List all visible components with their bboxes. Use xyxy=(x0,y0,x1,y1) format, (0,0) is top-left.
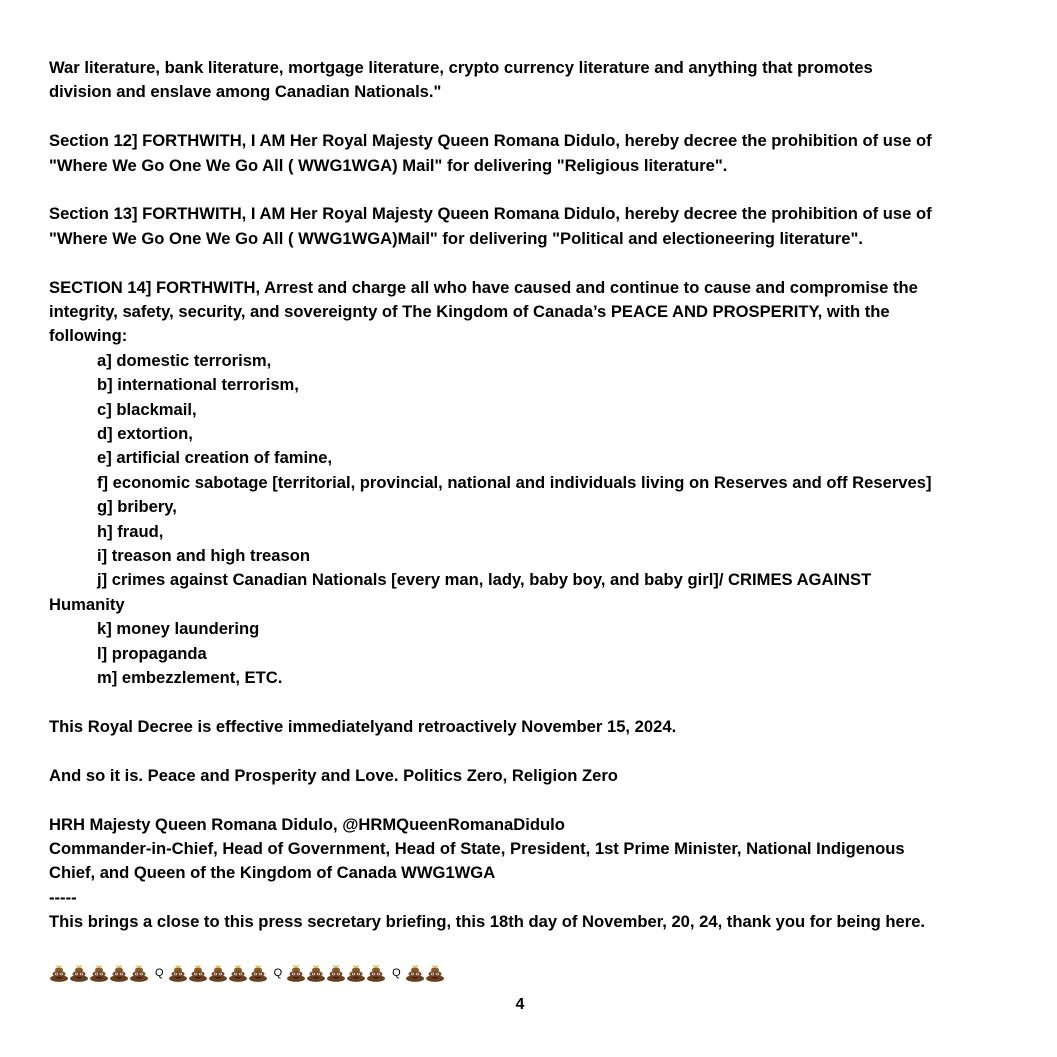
section-13-line: "Where We Go One We Go All ( WWG1WGA)Mail" for delivering "Political and electioneering literature". xyxy=(49,228,863,248)
signature-line: HRH Majesty Queen Romana Didulo, @HRMQueenRomanaDidulo xyxy=(49,814,565,834)
pile-of-poo-crowned-icon xyxy=(346,964,366,982)
closing-line: And so it is. Peace and Prosperity and Love. Politics Zero, Religion Zero xyxy=(49,765,618,785)
charge-item: l] propaganda xyxy=(97,643,207,663)
charge-item: h] fraud, xyxy=(97,521,164,541)
paragraph-line: division and enslave among Canadian Nationals." xyxy=(49,82,442,102)
effective-date: This Royal Decree is effective immediatelyand retroactively November 15, 2024. xyxy=(49,716,677,736)
pile-of-poo-crowned-icon xyxy=(188,964,208,982)
q-letter: Q xyxy=(392,966,401,979)
charge-item: g] bribery, xyxy=(97,497,177,517)
pile-of-poo-crowned-icon xyxy=(129,964,149,982)
pile-of-poo-crowned-icon xyxy=(208,964,228,982)
signature-line: Chief, and Queen of the Kingdom of Canada WWG1WGA xyxy=(49,863,496,883)
section-12-line: Section 12] FORTHWITH, I AM Her Royal Majesty Queen Romana Didulo, hereby decree the prohibition of use of xyxy=(49,131,932,151)
q-letter: Q xyxy=(273,966,283,979)
pile-of-poo-crowned-icon xyxy=(326,964,346,982)
charge-item: j] crimes against Canadian Nationals [every man, lady, baby boy, and baby girl]/ CRIMES AGAINST xyxy=(97,570,872,590)
pile-of-poo-crowned-icon xyxy=(228,964,248,982)
charge-continuation: Humanity xyxy=(49,594,125,614)
pile-of-poo-crowned-icon xyxy=(306,964,326,982)
emoji-row xyxy=(49,961,1009,985)
section-14-line: following: xyxy=(49,326,128,346)
paragraph-line: War literature, bank literature, mortgage literature, crypto currency literature and anything that promotes xyxy=(49,58,873,77)
charge-item: k] money laundering xyxy=(97,619,260,639)
pile-of-poo-crowned-icon xyxy=(69,964,89,982)
separator: ----- xyxy=(49,887,77,907)
signature-line: Commander-in-Chief, Head of Government, Head of State, President, 1st Prime Minister, National Indigenous xyxy=(49,838,905,858)
pile-of-poo-crowned-icon xyxy=(286,964,306,982)
charge-item: a] domestic terrorism, xyxy=(97,350,272,370)
charge-item: i] treason and high treason xyxy=(97,546,310,566)
briefing-close: This brings a close to this press secretary briefing, this 18th day of November, 20, 24, thank you for being here. xyxy=(49,912,926,932)
page-number: 4 xyxy=(515,996,525,1013)
charge-item: f] economic sabotage [territorial, provincial, national and individuals living on Reserves and off Reserves] xyxy=(97,472,932,492)
section-14-line: integrity, safety, security, and sovereignty of The Kingdom of Canada’s PEACE AND PROSPERITY, with the xyxy=(49,302,890,322)
pile-of-poo-crowned-icon xyxy=(49,964,69,982)
section-13-line: Section 13] FORTHWITH, I AM Her Royal Majesty Queen Romana Didulo, hereby decree the prohibition of use of xyxy=(49,204,932,224)
charge-item: d] extortion, xyxy=(97,424,193,444)
pile-of-poo-crowned-icon xyxy=(109,964,129,982)
pile-of-poo-crowned-icon xyxy=(248,964,268,982)
charge-item: b] international terrorism, xyxy=(97,375,299,395)
pile-of-poo-crowned-icon xyxy=(168,964,188,982)
section-12-line: "Where We Go One We Go All ( WWG1WGA) Mail" for delivering "Religious literature". xyxy=(49,155,728,175)
q-letter: Q xyxy=(155,966,164,979)
section-14-line: SECTION 14] FORTHWITH, Arrest and charge all who have caused and continue to cause and compromise the xyxy=(49,277,918,297)
pile-of-poo-crowned-icon xyxy=(405,964,425,982)
charge-item: c] blackmail, xyxy=(97,399,197,419)
charge-item: e] artificial creation of famine, xyxy=(97,448,333,468)
pile-of-poo-crowned-icon xyxy=(425,964,445,982)
document-page xyxy=(49,56,1009,985)
pile-of-poo-crowned-icon xyxy=(366,964,386,982)
charge-item: m] embezzlement, ETC. xyxy=(97,668,283,688)
pile-of-poo-crowned-icon xyxy=(89,964,109,982)
